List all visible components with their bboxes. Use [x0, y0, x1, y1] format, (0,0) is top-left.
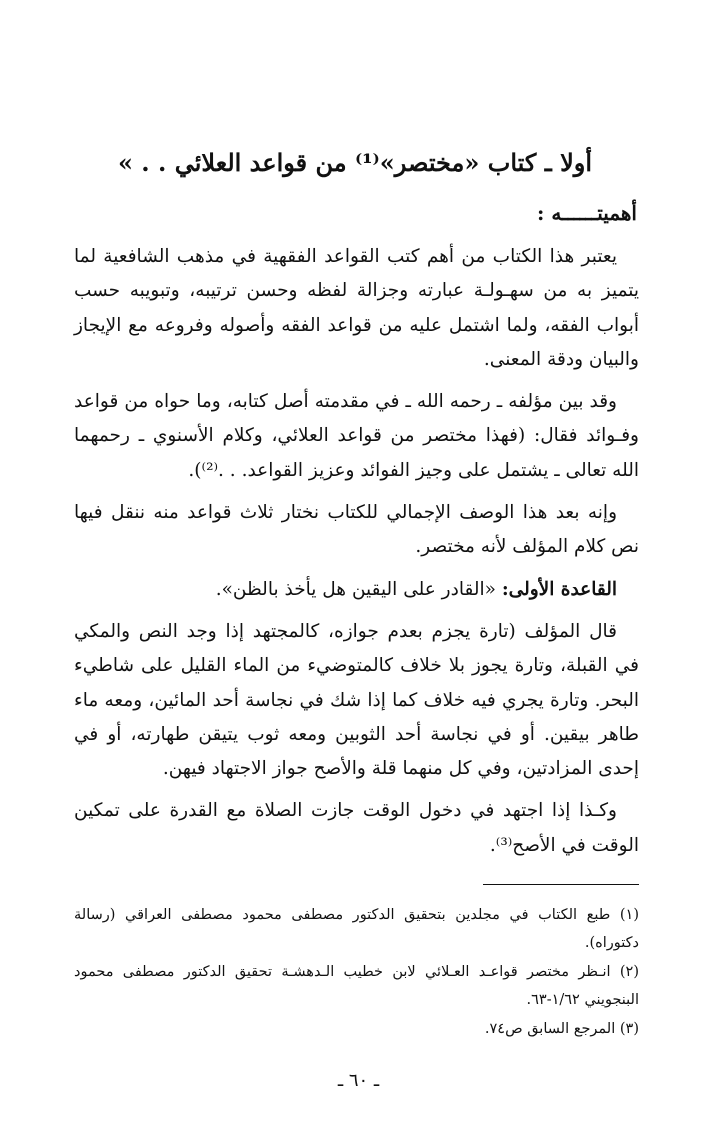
body-paragraph-2: وقد بين مؤلفه ـ رحمه الله ـ في مقدمته أصل كتابه، وما حواه من قواعد وفـوائد فقال: (فهذا مختصر من قواعد العلائي، وكلام الأسنوي ـ رحمهما الله تعالى ـ يشتمل على وجيز الفوائد وعزيز القواعد. . .⁽²⁾). — [74, 391, 639, 481]
page-number: ـ ٦٠ ـ — [337, 1070, 380, 1091]
footnotes — [74, 902, 639, 1046]
body-paragraph-4: قال المؤلف (تارة يجزم بعدم جوازه، كالمجتهد إذا وجد النص والمكي في القبلة، وتارة يجوز بلا خلاف كالمتوضيء من الماء القليل على شاطيء البحر. وتارة يجري فيه خلاف كما إذا شك في نجاسة أحد المائين، ومعه ماء طاهر بيقين. أو في نجاسة أحد الثوبين ومعه ثوب يتيقن طهارته، أو في إحدى المزادتين، وفي كل منهما قلة والأصح جواز الاجتهاد فيهن. — [74, 620, 639, 780]
footnote-separator — [483, 884, 639, 885]
footnote-2: (٢) انـظر مختصر قواعـد العـلائي لابن خطيب الـدهشـة تحقيق الدكتور مصطفى محمود البنجويني ١/٦٢-٦٣. — [74, 964, 639, 1008]
importance-subheading: أهميتــــــه : — [537, 201, 637, 225]
body-paragraph-3: وإنه بعد هذا الوصف الإجمالي للكتاب نختار ثلاث قواعد منه ننقل فيها نص كلام المؤلف لأنه مختصر. — [74, 502, 639, 558]
footnote-1: (١) طبع الكتاب في مجلدين بتحقيق الدكتور مصطفى محمود مصطفى العراقي (رسالة دكتوراه). — [74, 907, 639, 951]
rule-text: «القادر على اليقين هل يأخذ بالظن». — [215, 578, 496, 600]
footnote-3: (٣) المرجع السابق ص٧٤. — [484, 1021, 639, 1037]
body-paragraph-5: وكـذا إذا اجتهد في دخول الوقت جازت الصلاة مع القدرة على تمكين الوقت في الأصح⁽³⁾. — [74, 800, 639, 856]
rule-line — [74, 573, 639, 607]
body-paragraph-1: يعتبر هذا الكتاب من أهم كتب القواعد الفقهية في مذهب الشافعية لما يتميز به من سهـولـة عبارته وجزالة لفظه وحسن ترتيبه، وتبويبه حسب أبواب الفقه، ولما اشتمل عليه من قواعد الفقه وأصوله وفروعه مع الإيجاز والبيان ودقة المعنى. — [74, 246, 639, 370]
section-heading: أولا ـ كتاب «مختصر»⁽¹⁾ من قواعد العلائي . . » — [117, 148, 593, 177]
rule-label: القاعدة الأولى: — [501, 578, 617, 600]
main-body — [74, 240, 639, 871]
